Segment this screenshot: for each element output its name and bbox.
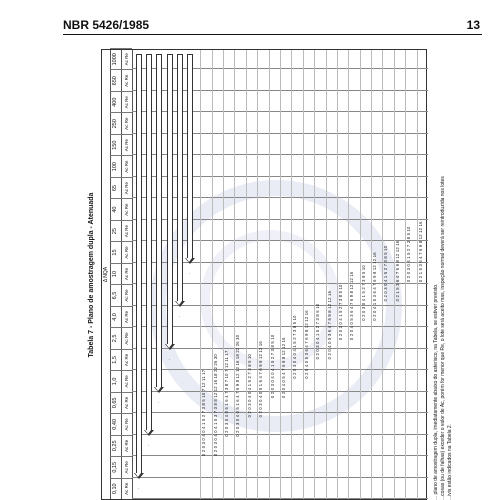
table-row: 0 2 0 3 0 4 0 4 1 5 2 7 3 8 5 10	[292, 315, 298, 379]
ac-re-label: Ac Re	[121, 177, 132, 198]
ac-re-label: Ac Re	[121, 69, 132, 90]
ac-re-label: Ac Re	[121, 241, 132, 262]
aql-level: 100	[110, 155, 121, 176]
arrow-icon	[136, 54, 142, 474]
aql-level: 0,15	[110, 456, 121, 477]
aql-level: 2,5	[110, 327, 121, 348]
aql-level: 25	[110, 220, 121, 241]
arrow-icon	[187, 54, 193, 259]
ac-re-label: Ac Re	[121, 413, 132, 434]
asterisk-mark: .	[175, 315, 182, 318]
table-row: 0 2 0 3 0 4 1 5 2 7 3 8 5 10	[360, 265, 366, 321]
aql-level: 15	[110, 241, 121, 262]
table-row: 0 2 0 3 0 4 1 5 2 7 3 8 5 10	[337, 284, 343, 341]
asterisk-mark: .	[186, 272, 193, 275]
rotated-page-content	[48, 50, 498, 500]
table-row: 0 2 0 4 0 5 4 7 6 9 8 12 12 16	[281, 337, 286, 399]
aql-level: 0,65	[110, 392, 121, 413]
aql-level: 4,0	[110, 306, 121, 327]
aql-level: 0,40	[110, 413, 121, 434]
sampling-table	[101, 49, 427, 500]
ac-re-label: Ac Re	[121, 349, 132, 370]
note-3: ...ivis estão indicados na Tabela 2.	[447, 423, 453, 500]
page-header-left: NBR 5426/1985	[63, 18, 150, 32]
table-row: 0 2 0 3 0 4 0 5 1 6 4 7 3 8 7 10 7 12 11 17	[224, 350, 230, 437]
ac-re-label: Ac Re	[121, 284, 132, 305]
row-divider	[269, 50, 270, 499]
table-row: 0 2 0 3 0 4 0 4 1 5 2 7 3 8 5 10	[246, 353, 252, 418]
table-row: 0 2 0 3 0 4 1 5 2 7 3 8 5 10	[406, 226, 412, 283]
ac-re-label: Ac Re	[121, 155, 132, 176]
table-row: 0 2 0 3 0 4 0 4 1 5 3 7 3 8 8 12 12 16 18 22 26 30	[212, 354, 218, 457]
table-row: 0 2 0 4 0 5 3 6 4 7 6 9 8 12 12 16	[326, 290, 332, 360]
table-row: 0 2 0 3 0 4 0 4 1 5 2 7 3 8 5 10 7 12 11 17	[201, 369, 207, 457]
asterisk-mark: .	[145, 444, 152, 447]
table-row: 0 2 1 5 3 6 4 7 6 9 8 12 12 16	[417, 221, 423, 283]
table-row: 0 2 0 3 0 4 0 4 1 5 2 7 3 8 5 10	[269, 334, 275, 399]
ac-re-label: Ac Re	[121, 435, 132, 456]
asterisk-mark: .	[155, 401, 162, 404]
table-title: Tabela 7 - Plano de amostragem dupla - Atenuada	[88, 192, 95, 358]
note-2: ...cosas (ou de falhas) exceder o valor de Ac, porém for menor que Re, o lote será aceito mas, inspeção normal deverá ser reintroduzida nos lotes	[440, 176, 446, 500]
ac-re-label: Ac Re	[121, 263, 132, 284]
aql-level: 40	[110, 198, 121, 219]
asterisk-mark: .	[165, 358, 172, 361]
ac-re-label: Ac Re	[121, 198, 132, 219]
table-notes	[433, 50, 454, 500]
aql-level: 150	[110, 134, 121, 155]
asterisk-mark: .	[135, 487, 141, 489]
ac-re-label: Ac Re	[121, 370, 132, 391]
aql-level: 400	[110, 91, 121, 112]
aql-level: 65	[110, 177, 121, 198]
arrow-icon	[156, 54, 162, 388]
aql-level: 10	[110, 263, 121, 284]
delta-icon: Δ	[103, 279, 109, 283]
row-divider	[291, 50, 292, 499]
row-divider	[314, 50, 315, 499]
header-rule	[63, 34, 482, 35]
aql-level: 1000	[110, 48, 121, 69]
table-row: 0 2 0 4 1 5 3 6 4 7 6 9 8 12 12 16	[372, 252, 378, 321]
page-number: 13	[466, 18, 480, 32]
nqa-label: NQA	[103, 266, 109, 278]
arrow-icon	[146, 54, 152, 431]
ac-re-label: Ac Re	[121, 327, 132, 348]
table-row: 0 2 0 4 0 5 3 6 4 7 6 9 8 12 12 16	[303, 310, 309, 379]
aql-level: 0,25	[110, 435, 121, 456]
aql-level: 0,10	[110, 478, 121, 499]
row-divider	[246, 50, 247, 499]
ac-re-label: Ac Re	[121, 134, 132, 155]
ac-re-label: Ac Re	[121, 456, 132, 477]
table-body	[132, 50, 428, 499]
row-divider	[326, 50, 327, 499]
table-row: 0 2 0 3 0 4 0 5 1 6 4 7 6 9 8 12 12 16 18 22 26 30	[235, 334, 241, 437]
ac-re-label: Ac Re	[121, 306, 132, 327]
ac-re-label: Ac Re	[121, 112, 132, 133]
ac-re-label: Ac Re	[121, 48, 132, 69]
ac-re-label: Ac Re	[121, 220, 132, 241]
arrow-icon	[177, 54, 183, 302]
aql-level: 250	[110, 112, 121, 133]
aql-level: 1,0	[110, 370, 121, 391]
aql-level: 1,5	[110, 349, 121, 370]
table-row: 0 2 0 3 0 4 1 5 2 7 3 8 5 10	[383, 245, 389, 302]
ac-re-label: Ac Re	[121, 91, 132, 112]
ac-re-label: Ac Re	[121, 478, 132, 499]
note-1: ... plano de amostragem dupla, imediatamente abaixo do asterisco, na Tabela, se estiver previsto.	[433, 283, 439, 500]
aql-level: 6,5	[110, 284, 121, 305]
aql-level: 650	[110, 69, 121, 90]
table-row: 0 2 0 4 0 5 3 6 4 7 6 9 8 12 12 16	[349, 271, 355, 341]
ac-re-label: Ac Re	[121, 392, 132, 413]
row-divider	[303, 50, 304, 499]
table-row: 0 2 0 3 0 4 1 5 2 7 3 8 5 10	[315, 303, 321, 360]
table-row: 0 2 0 3 0 4 0 5 1 6 4 7 6 9 8 12 12 16	[258, 341, 264, 418]
row-divider	[257, 50, 258, 499]
row-divider	[280, 50, 281, 499]
row-divider	[337, 50, 338, 499]
arrow-icon	[167, 54, 173, 345]
table-row: 0 2 1 5 3 6 4 7 6 9 8 12 12 16	[394, 240, 400, 302]
